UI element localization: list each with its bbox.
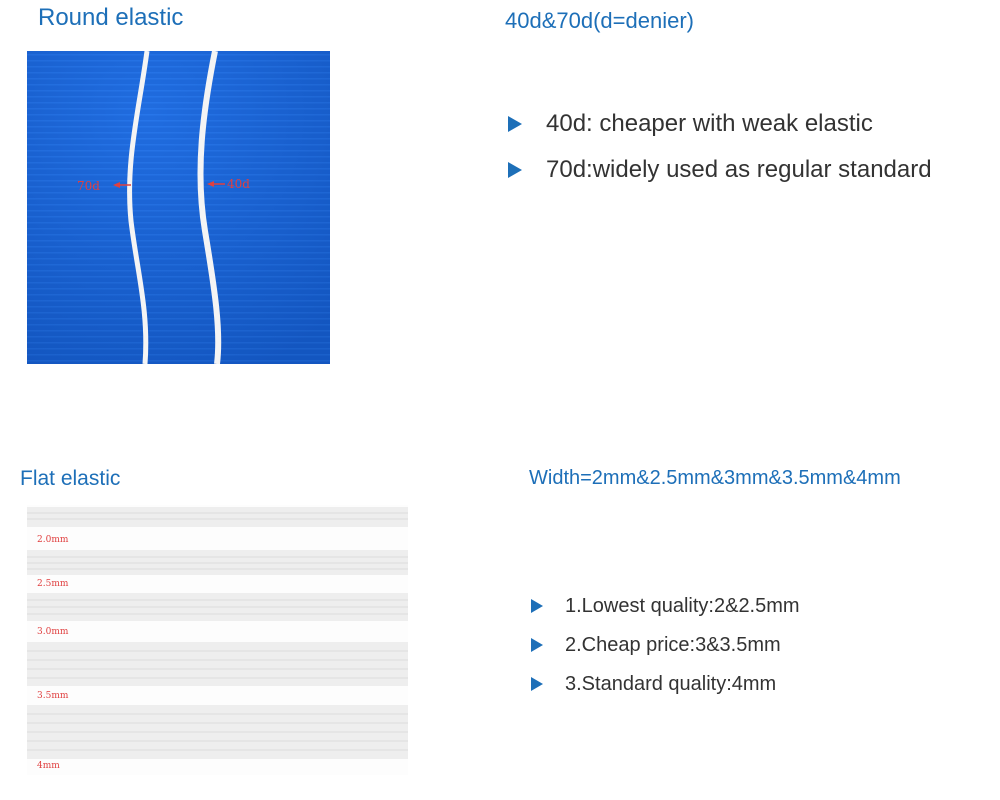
flat-band-4mm xyxy=(27,705,408,759)
flat-elastic-title: Flat elastic xyxy=(20,467,121,490)
round-elastic-photo xyxy=(27,51,330,364)
flat-band-2-5mm xyxy=(27,550,408,575)
list-item: 1.Lowest quality:2&2.5mm xyxy=(531,592,800,631)
flat-band-2mm xyxy=(27,507,408,527)
svg-text:2.0mm: 2.0mm xyxy=(37,535,69,545)
triangle-arrow-icon xyxy=(508,162,522,178)
denier-bullet-list xyxy=(508,108,932,200)
width-title: Width=2mm&2.5mm&3mm&3.5mm&4mm xyxy=(529,467,901,489)
flat-band-3mm xyxy=(27,593,408,621)
denier-title: 40d&70d(d=denier) xyxy=(505,8,694,33)
label-40d: 40d xyxy=(227,177,250,191)
flat-band-3-5mm xyxy=(27,642,408,686)
label-70d: 70d xyxy=(77,179,100,193)
list-item: 70d:widely used as regular standard xyxy=(508,154,932,200)
flat-elastic-photo xyxy=(27,505,408,775)
width-bullet-list xyxy=(531,592,800,709)
triangle-arrow-icon xyxy=(531,599,543,613)
svg-text:3.0mm: 3.0mm xyxy=(37,627,69,637)
svg-text:3.5mm: 3.5mm xyxy=(37,691,69,701)
svg-text:4mm: 4mm xyxy=(37,761,60,771)
triangle-arrow-icon xyxy=(531,638,543,652)
list-item: 40d: cheaper with weak elastic xyxy=(508,108,932,154)
list-item: 3.Standard quality:4mm xyxy=(531,670,800,709)
round-elastic-title: Round elastic xyxy=(38,4,184,31)
triangle-arrow-icon xyxy=(508,116,522,132)
triangle-arrow-icon xyxy=(531,677,543,691)
svg-text:2.5mm: 2.5mm xyxy=(37,579,69,589)
list-item: 2.Cheap price:3&3.5mm xyxy=(531,631,800,670)
